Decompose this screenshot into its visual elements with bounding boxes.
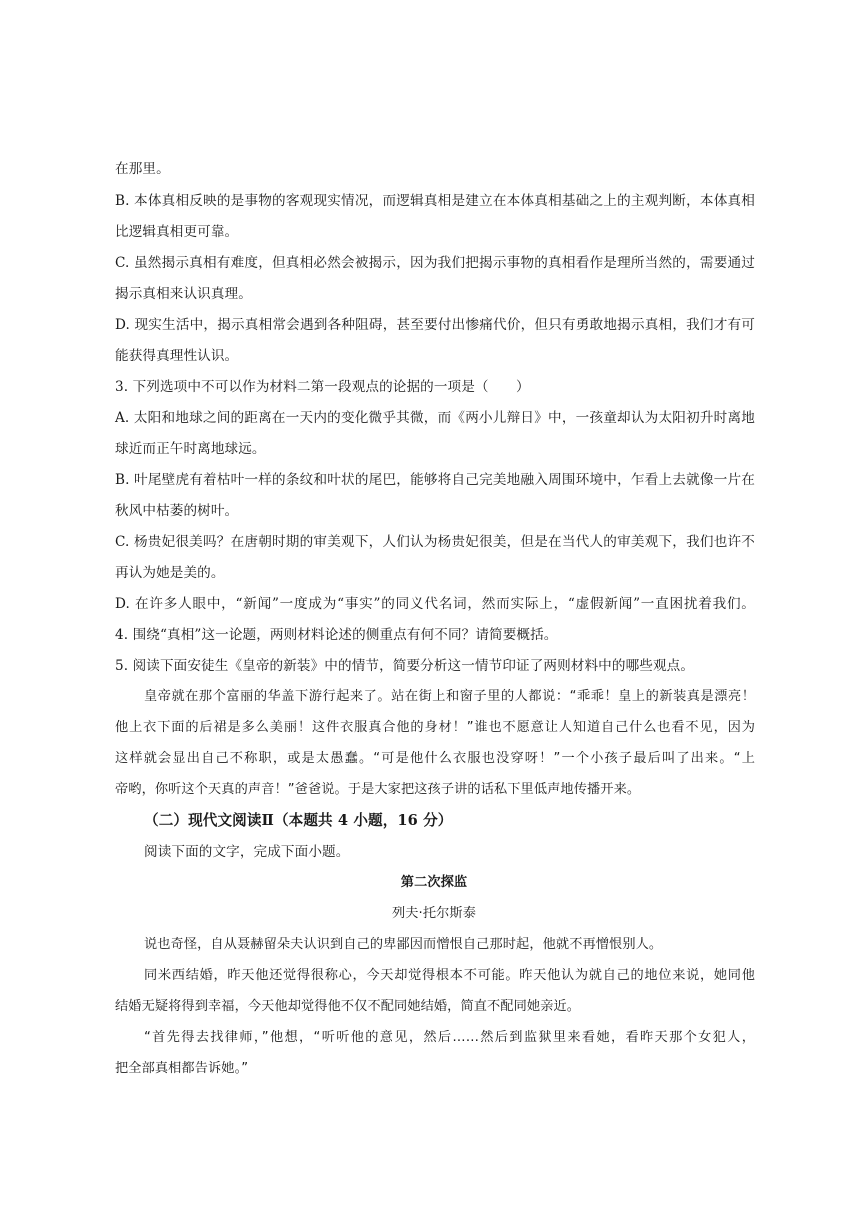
passage-author: 列夫·托尔斯泰 [391, 906, 477, 921]
option-b-line-1: B. 本体真相反映的是事物的客观现实情况，而逻辑真相是建立在本体真相基础之上的主观判断，本体真相 [115, 193, 755, 209]
q3-option-b-line-2: 秋风中枯萎的树叶。 [115, 503, 239, 519]
question-4: 4. 围绕“真相”这一论题，两则材料论述的侧重点有何不同？请简要概括。 [115, 627, 558, 643]
passage-para-2-line-2: 结婚无疑将得到幸福，今天他却觉得他不仅不配同她结婚，简直不配同她亲近。 [115, 999, 581, 1014]
option-d-line-2: 能获得真理性认识。 [115, 348, 239, 364]
q3-option-c-line-1: C. 杨贵妃很美吗？在唐朝时期的审美观下，人们认为杨贵妃很美，但是在当代人的审美观下，我们也许不 [115, 534, 755, 550]
passage-para-3-line-2: 把全部真相都告诉她。” [115, 1061, 249, 1076]
passage-title: 第二次探监 [400, 875, 468, 890]
section-heading: （二）现代文阅读Ⅱ（本题共 4 小题，16 分） [144, 812, 453, 829]
q3-option-d: D. 在许多人眼中，“新闻”一度成为“事实”的同义代名词，然而实际上，“虚假新闻”一直困扰着我们。 [115, 596, 755, 612]
option-c-line-2: 揭示真相来认识真理。 [115, 286, 252, 302]
option-c-line-1: C. 虽然揭示真相有难度，但真相必然会被揭示，因为我们把揭示事物的真相看作是理所当然的，需要通过 [115, 255, 755, 271]
question-3: 3. 下列选项中不可以作为材料二第一段观点的论据的一项是（ ） [115, 379, 530, 395]
passage-para-2-line-1: 同米西结婚，昨天他还觉得很称心，今天却觉得根本不可能。昨天他认为就自己的地位来说，她同他 [144, 968, 755, 983]
passage-para-3-line-1: “首先得去找律师，”他想，“听听他的意见，然后……然后到监狱里来看她，看昨天那个女犯人， [144, 1030, 755, 1045]
question-5: 5. 阅读下面安徒生《皇帝的新装》中的情节，简要分析这一情节印证了两则材料中的哪些观点。 [115, 658, 695, 674]
excerpt-line-4: 帝哟，你听这个天真的声音！”爸爸说。于是大家把这孩子讲的话私下里低声地传播开来。 [115, 782, 641, 797]
option-d-line-1: D. 现实生活中，揭示真相常会遇到各种阻碍，甚至要付出惨痛代价，但只有勇敢地揭示真相，我们才有可 [115, 317, 755, 333]
option-b-line-2: 比逻辑真相更可靠。 [115, 224, 239, 240]
passage-para-1: 说也奇怪，自从聂赫留朵夫认识到自己的卑鄙因而憎恨自己那时起，他就不再憎恨别人。 [144, 937, 663, 952]
excerpt-line-3: 这样就会显出自己不称职，或是太愚蠢。“可是他什么衣服也没穿呀！”一个小孩子最后叫了出来。“上 [115, 751, 755, 766]
section-instruction: 阅读下面的文字，完成下面小题。 [144, 844, 350, 860]
excerpt-line-2: 他上衣下面的后裙是多么美丽！这件衣服真合他的身材！”谁也不愿意让人知道自己什么也看不见，因为 [115, 720, 755, 735]
q3-option-b-line-1: B. 叶尾壁虎有着枯叶一样的条纹和叶状的尾巴，能够将自己完美地融入周围环境中，乍看上去就像一片在 [115, 472, 755, 488]
excerpt-line-1: 皇帝就在那个富丽的华盖下游行起来了。站在街上和窗子里的人都说：“乖乖！皇上的新装真是漂亮！ [144, 689, 755, 704]
q3-option-c-line-2: 再认为她是美的。 [115, 565, 225, 581]
option-a-tail: 在那里。 [115, 161, 170, 177]
q3-option-a-line-2: 球近而正午时离地球远。 [115, 441, 266, 457]
q3-option-a-line-1: A. 太阳和地球之间的距离在一天内的变化微乎其微，而《两小儿辩日》中，一孩童却认为太阳初升时离地 [115, 410, 755, 426]
